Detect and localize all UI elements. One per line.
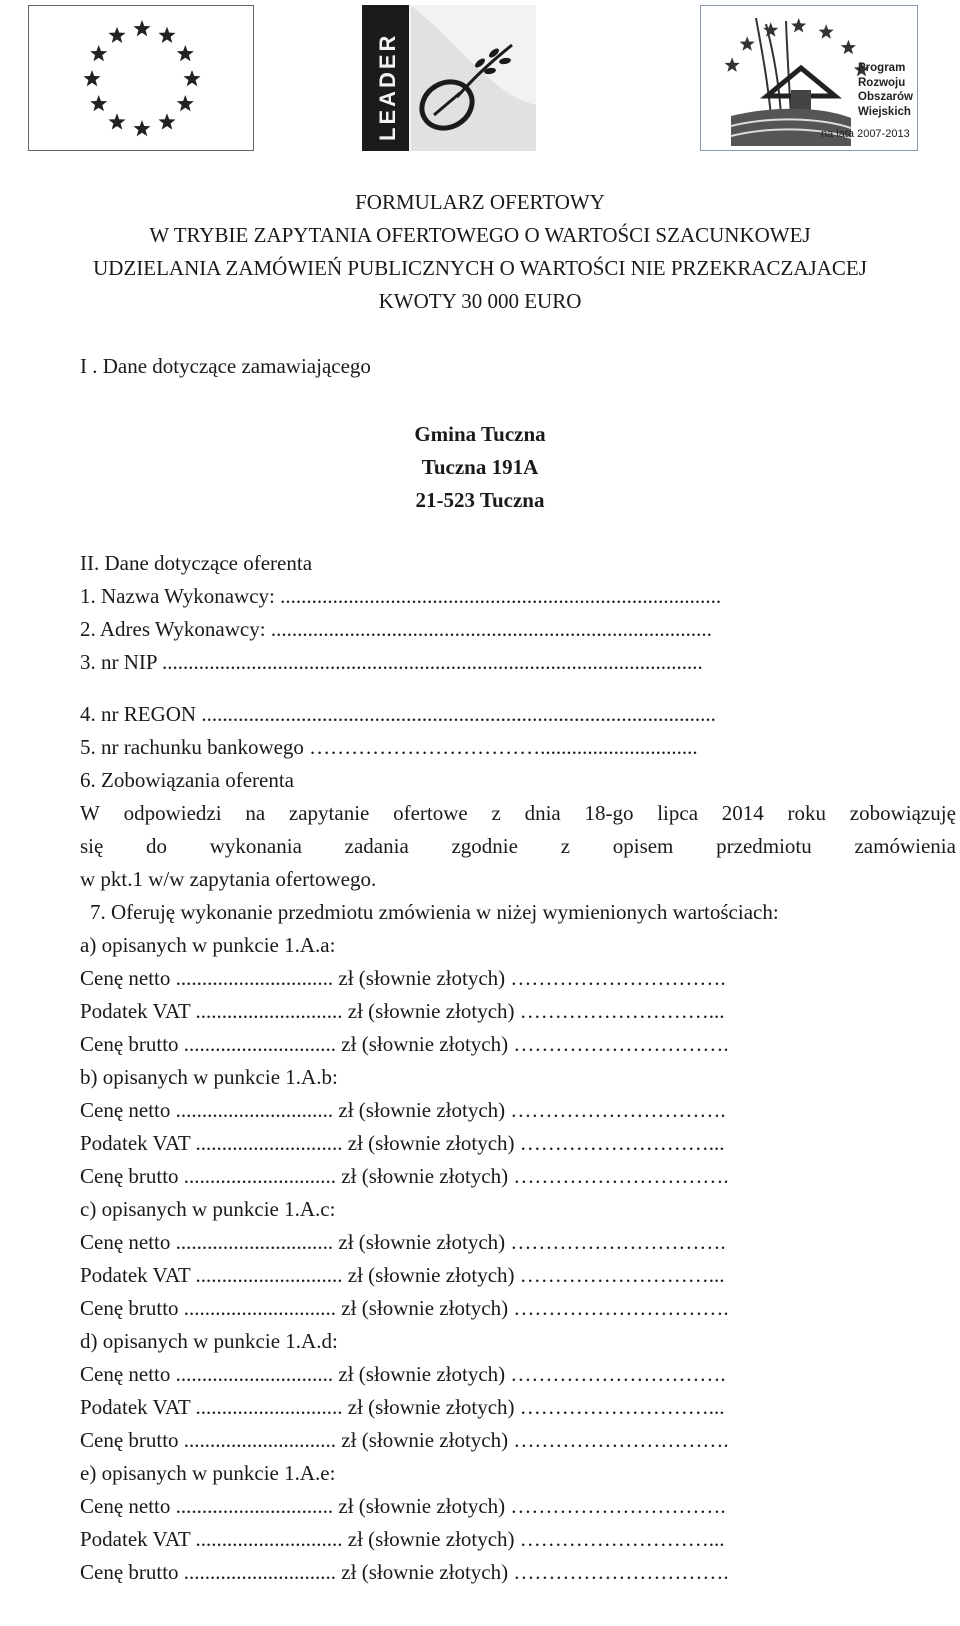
orderer-street: Tuczna 191A bbox=[421, 455, 539, 479]
gross-price-field: Cenę brutto ............................. zł (słownie złotych) …………………………. bbox=[80, 1428, 729, 1452]
group-label: a) opisanych w punkcie 1.A.a: bbox=[80, 933, 336, 957]
prow-line: Obszarów bbox=[858, 91, 913, 103]
obligations-heading: 6. Zobowiązania oferenta bbox=[80, 768, 294, 792]
eu-star-icon bbox=[83, 70, 100, 86]
prow-star-icon bbox=[819, 24, 834, 38]
title-line-4: KWOTY 30 000 EURO bbox=[378, 289, 582, 313]
prow-star-icon bbox=[725, 57, 740, 71]
title-line-2: W TRYBIE ZAPYTANIA OFERTOWEGO O WARTOŚCI SZACUNKOWEJ bbox=[149, 223, 811, 247]
regon-field: 4. nr REGON .................................................................................................. bbox=[80, 702, 716, 726]
leader-text: LEADER bbox=[375, 32, 400, 141]
word: wykonania bbox=[209, 834, 302, 858]
net-price-field: Cenę netto .............................. zł (słownie złotych) …………………………. bbox=[80, 1494, 726, 1518]
gross-price-field: Cenę brutto ............................. zł (słownie złotych) …………………………. bbox=[80, 1164, 729, 1188]
eu-star-icon bbox=[108, 27, 125, 43]
bank-account-field: 5. nr rachunku bankowego …………………………….............................. bbox=[80, 735, 698, 759]
orderer-name: Gmina Tuczna bbox=[414, 422, 546, 446]
prow-logo bbox=[700, 5, 918, 151]
vat-field: Podatek VAT ............................ zł (słownie złotych) ………………………... bbox=[80, 1527, 725, 1551]
eu-star-icon bbox=[177, 95, 194, 111]
word: roku bbox=[787, 801, 827, 825]
vat-field: Podatek VAT ............................ zł (słownie złotych) ………………………... bbox=[80, 1131, 725, 1155]
vat-field: Podatek VAT ............................ zł (słownie złotych) ………………………... bbox=[80, 1263, 725, 1287]
eu-star-icon bbox=[183, 70, 200, 86]
net-price-field: Cenę netto .............................. zł (słownie złotych) …………………………. bbox=[80, 1362, 726, 1386]
group-label: b) opisanych w punkcie 1.A.b: bbox=[80, 1065, 338, 1089]
word: W bbox=[80, 801, 100, 825]
eu-star-icon bbox=[177, 45, 194, 61]
obligation-paragraph-line-2 bbox=[80, 836, 956, 857]
gross-price-field: Cenę brutto ............................. zł (słownie złotych) …………………………. bbox=[80, 1560, 729, 1584]
net-price-field: Cenę netto .............................. zł (słownie złotych) …………………………. bbox=[80, 1230, 726, 1254]
title-line-1: FORMULARZ OFERTOWY bbox=[355, 190, 605, 214]
word: zgodnie bbox=[451, 834, 518, 858]
eu-star-icon bbox=[90, 95, 107, 111]
prow-star-icon bbox=[791, 18, 806, 32]
contractor-address-field: 2. Adres Wykonawcy: .................................................................................... bbox=[80, 617, 712, 641]
eu-star-icon bbox=[158, 27, 175, 43]
word: z bbox=[491, 801, 501, 825]
logo-bar bbox=[0, 0, 960, 160]
orderer-city: 21-523 Tuczna bbox=[415, 488, 545, 512]
eu-star-icon bbox=[108, 113, 125, 129]
eu-flag-logo bbox=[28, 5, 254, 151]
leader-emblem-icon bbox=[362, 5, 536, 151]
word: 2014 bbox=[721, 801, 764, 825]
word: się bbox=[80, 834, 104, 858]
gross-price-field: Cenę brutto ............................. zł (słownie złotych) …………………………. bbox=[80, 1032, 729, 1056]
group-label: e) opisanych w punkcie 1.A.e: bbox=[80, 1461, 336, 1485]
eu-star-icon bbox=[133, 20, 150, 36]
word: zamówienia bbox=[854, 834, 956, 858]
offer-heading: 7. Oferuję wykonanie przedmiotu zmówienia w niżej wymienionych wartościach: bbox=[90, 900, 779, 924]
eu-star-icon bbox=[158, 113, 175, 129]
section-1-heading: I . Dane dotyczące zamawiającego bbox=[80, 354, 371, 378]
word: z bbox=[560, 834, 571, 858]
net-price-field: Cenę netto .............................. zł (słownie złotych) …………………………. bbox=[80, 966, 726, 990]
group-label: d) opisanych w punkcie 1.A.d: bbox=[80, 1329, 338, 1353]
contractor-name-field: 1. Nazwa Wykonawcy: .................................................................................... bbox=[80, 584, 722, 608]
vat-field: Podatek VAT ............................ zł (słownie złotych) ………………………... bbox=[80, 1395, 725, 1419]
word: przedmiotu bbox=[716, 834, 812, 858]
word: do bbox=[146, 834, 168, 858]
word: zobowiązuję bbox=[849, 801, 956, 825]
word: odpowiedzi bbox=[123, 801, 222, 825]
word: 18-go bbox=[584, 801, 634, 825]
word: zadania bbox=[344, 834, 409, 858]
net-price-field: Cenę netto .............................. zł (słownie złotych) …………………………. bbox=[80, 1098, 726, 1122]
eu-flag-icon bbox=[29, 6, 255, 152]
eu-star-icon bbox=[133, 120, 150, 136]
prow-line: Wiejskich bbox=[858, 105, 911, 118]
prow-star-icon bbox=[740, 36, 755, 50]
eu-star-icon bbox=[90, 45, 107, 61]
prow-line: Rozwoju bbox=[858, 76, 906, 89]
group-label: c) opisanych w punkcie 1.A.c: bbox=[80, 1197, 336, 1221]
prow-star-icon bbox=[841, 40, 856, 54]
word: lipca bbox=[657, 801, 699, 825]
prow-line: Program bbox=[858, 62, 906, 74]
prow-text bbox=[858, 61, 913, 119]
vat-field: Podatek VAT ............................ zł (słownie złotych) ………………………... bbox=[80, 999, 725, 1023]
nip-field: 3. nr NIP ....................................................................................................... bbox=[80, 650, 703, 674]
prow-years: na lata 2007-2013 bbox=[821, 128, 910, 140]
obligation-paragraph-line-1 bbox=[80, 803, 956, 824]
leader-logo bbox=[362, 5, 536, 151]
obligation-paragraph-line-3: w pkt.1 w/w zapytania ofertowego. bbox=[80, 867, 377, 891]
section-2-heading: II. Dane dotyczące oferenta bbox=[80, 551, 313, 575]
word: na bbox=[245, 801, 266, 825]
gross-price-field: Cenę brutto ............................. zł (słownie złotych) …………………………. bbox=[80, 1296, 729, 1320]
word: ofertowe bbox=[393, 801, 468, 825]
word: opisem bbox=[612, 834, 674, 858]
word: zapytanie bbox=[288, 801, 370, 825]
word: dnia bbox=[524, 801, 561, 825]
title-line-3: UDZIELANIA ZAMÓWIEŃ PUBLICZNYCH O WARTOŚCI NIE PRZEKRACZAJACEJ bbox=[93, 256, 867, 280]
